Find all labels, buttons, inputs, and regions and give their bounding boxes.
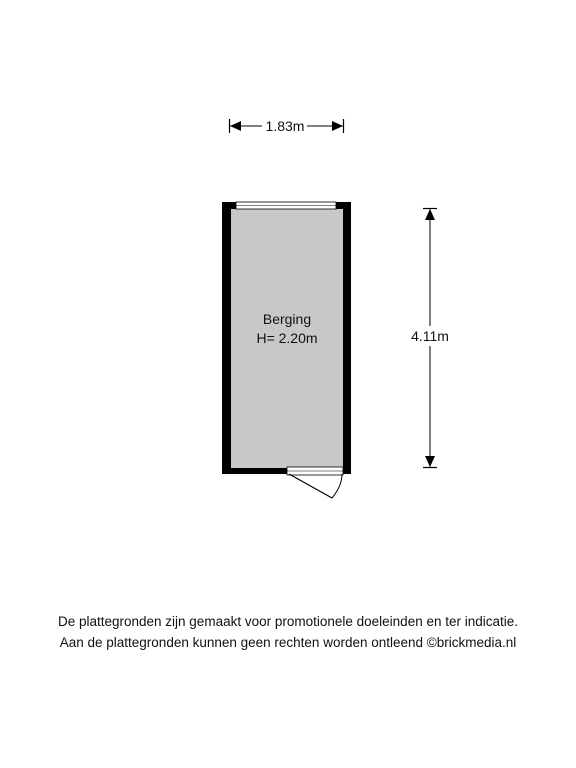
width-dimension-label: 1.83m bbox=[265, 118, 305, 134]
door-leaf bbox=[289, 474, 332, 498]
room-berging bbox=[222, 202, 351, 498]
room-name: Berging bbox=[262, 311, 312, 327]
length-dimension-arrow-top bbox=[425, 209, 435, 220]
width-dimension bbox=[230, 118, 344, 134]
width-dimension-arrow-left bbox=[230, 121, 241, 131]
door-swing-arc bbox=[332, 474, 342, 498]
length-dimension-arrow-bottom bbox=[425, 456, 435, 467]
disclaimer-line-1: De plattegronden zijn gemaakt voor promotionele doeleinden en ter indicatie. bbox=[57, 614, 519, 629]
width-dimension-arrow-right bbox=[332, 121, 343, 131]
room-height: H= 2.20m bbox=[256, 330, 318, 346]
disclaimer-line-2: Aan de plattegronden kunnen geen rechten worden ontleend ©brickmedia.nl bbox=[59, 635, 517, 650]
window-top bbox=[236, 202, 336, 209]
length-dimension bbox=[408, 209, 452, 468]
length-dimension-label: 4.11m bbox=[411, 328, 449, 344]
door bbox=[287, 467, 343, 498]
